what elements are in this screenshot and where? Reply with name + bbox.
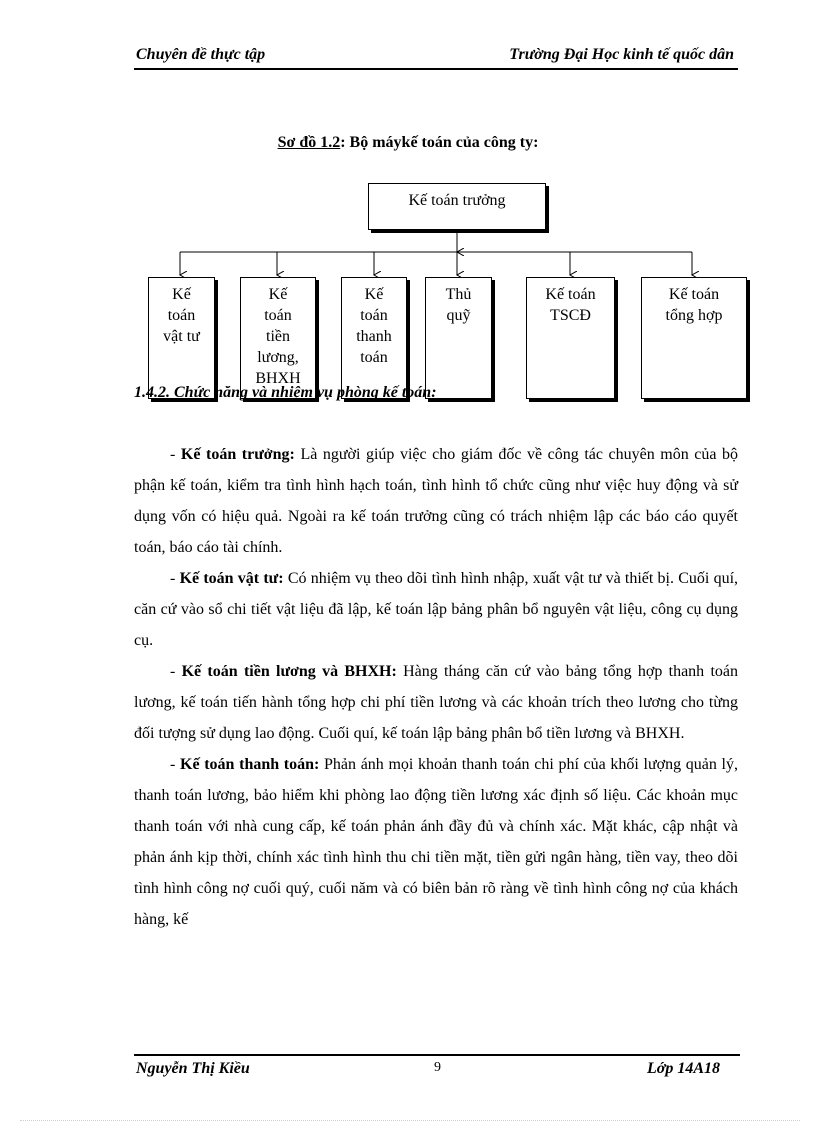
page-number: 9	[434, 1060, 441, 1075]
page-bottom-divider	[20, 1120, 800, 1121]
page-footer	[134, 1054, 740, 1080]
paragraph-text: Có nhiệm vụ theo dõi tình hình nhập, xuất vật tư và thiết bị. Cuối quí, căn cứ vào sổ chi tiết vật liệu đã lập, kế toán lập bảng phân bổ nguyên vật liệu, công cụ dụng cụ.	[134, 570, 739, 649]
node-line: Thủ	[445, 286, 472, 303]
node-line: toán	[360, 349, 388, 366]
node-line: BHXH	[255, 370, 301, 387]
node-line: tổng hợp	[665, 307, 723, 324]
paragraph-text: Là người giúp việc cho giám đốc về công tác chuyên môn của bộ phận kế toán, kiểm tra tình hình hạch toán, tình hình tổ chức cũng như việc huy động và sử dụng vốn có hiệu quả. Ngoài ra kế toán trưởng cũng có trách nhiệm lập các báo cáo quyết toán, báo cáo tài chính.	[134, 446, 739, 556]
node-line: Kế toán	[545, 286, 596, 303]
node-line: lương,	[257, 349, 299, 366]
node-ke-toan-thanh-toan	[341, 277, 407, 399]
node-line: Kế	[172, 286, 191, 303]
node-line: vật tư	[163, 328, 200, 345]
node-line: Kế	[364, 286, 384, 303]
paragraph: - Kế toán thanh toán: Phản ánh mọi khoản thanh toán chi phí của khối lượng quản lý, thanh toán lương, bảo hiểm khi phòng lao động tiền lương xác định số liệu. Các khoản mục thanh toán với nhà cung cấp, kế toán phản ánh đầy đủ và chính xác. Mặt khác, cập nhật và phản ánh kịp thời, chính xác tình hình thu chi tiền mặt, tiền gửi ngân hàng, tiền vay, theo dõi tình hình công nợ cuối quý, cuối năm và có biên bản rõ ràng về tình hình công nợ của khách hàng, kế	[134, 756, 738, 928]
paragraph-text: Hàng tháng căn cứ vào bảng tổng hợp thanh toán lương, kế toán tiến hành tổng hợp chi phí tiền lương và các khoản trích theo lương cho từng đối tượng sử dụng lao động. Cuối quí, kế toán lập bảng phân bổ tiền lương và BHXH.	[134, 663, 738, 742]
node-line: quỹ	[446, 307, 471, 324]
node-line: toán	[264, 307, 292, 324]
paragraph: - Kế toán trưởng: Là người giúp việc cho giám đốc về công tác chuyên môn của bộ phận kế toán, kiểm tra tình hình hạch toán, tình hình tổ chức cũng như việc huy động và sử dụng vốn có hiệu quả. Ngoài ra kế toán trưởng cũng có trách nhiệm lập các báo cáo quyết toán, báo cáo tài chính.	[134, 446, 739, 556]
paragraph-text: Phản ánh mọi khoản thanh toán chi phí của khối lượng quản lý, thanh toán lương, bảo hiểm khi phòng lao động tiền lương xác định số liệu. Các khoản mục thanh toán với nhà cung cấp, kế toán phản ánh đầy đủ và chính xác. Mặt khác, cập nhật và phản ánh kịp thời, chính xác tình hình thu chi tiền mặt, tiền gửi ngân hàng, tiền vay, theo dõi tình hình công nợ cuối quý, cuối năm và có biên bản rõ ràng về tình hình công nợ của khách hàng, kế	[134, 756, 738, 928]
diagram-title-rest: : Bộ máykế toán của công ty:	[340, 134, 539, 151]
body-text	[134, 439, 738, 935]
footer-class: Lớp 14A18	[646, 1060, 720, 1077]
paragraph: - Kế toán tiền lương và BHXH: Hàng tháng căn cứ vào bảng tổng hợp thanh toán lương, kế toán tiến hành tổng hợp chi phí tiền lương và các khoản trích theo lương cho từng đối tượng sử dụng lao động. Cuối quí, kế toán lập bảng phân bổ tiền lương và BHXH.	[134, 663, 738, 742]
footer-author: Nguyễn Thị Kiều	[136, 1060, 250, 1077]
node-line: Kế toán	[668, 286, 720, 303]
node-line: toán	[167, 307, 196, 324]
section-title: 1.4.2. Chức năng và nhiệm vụ phòng kế toán:	[134, 384, 437, 401]
node-thu-quy	[425, 277, 492, 399]
node-ke-toan-tscd	[526, 277, 615, 399]
node-ke-toan-vat-tu	[148, 277, 215, 399]
node-line: Kế	[268, 286, 288, 303]
header-left: Chuyên đề thực tập	[136, 46, 266, 63]
node-line: thanh	[356, 328, 392, 345]
node-line: toán	[360, 307, 388, 324]
header-right: Trường Đại Học kinh tế quốc dân	[509, 46, 734, 63]
node-root-label: Kế toán trưởng	[408, 192, 506, 209]
paragraph: - Kế toán vật tư: Có nhiệm vụ theo dõi tình hình nhập, xuất vật tư và thiết bị. Cuối quí, căn cứ vào sổ chi tiết vật liệu đã lập, kế toán lập bảng phân bổ nguyên vật liệu, công cụ dụng cụ.	[134, 570, 739, 649]
node-ke-toan-tien-luong	[240, 277, 316, 399]
node-line: tiền	[266, 328, 290, 345]
node-line: TSCĐ	[550, 307, 591, 324]
paragraph-lead-term: Kế toán trưởng:	[180, 446, 295, 463]
paragraph-lead-term: Kế toán vật tư:	[179, 570, 284, 587]
paragraph-lead-term: Kế toán thanh toán:	[180, 756, 320, 773]
node-ke-toan-tong-hop	[641, 277, 747, 399]
paragraph-lead-term: Kế toán tiền lương và BHXH:	[181, 663, 397, 680]
node-ke-toan-truong	[368, 183, 546, 230]
diagram-title-label: Sơ đồ 1.2	[277, 134, 341, 151]
